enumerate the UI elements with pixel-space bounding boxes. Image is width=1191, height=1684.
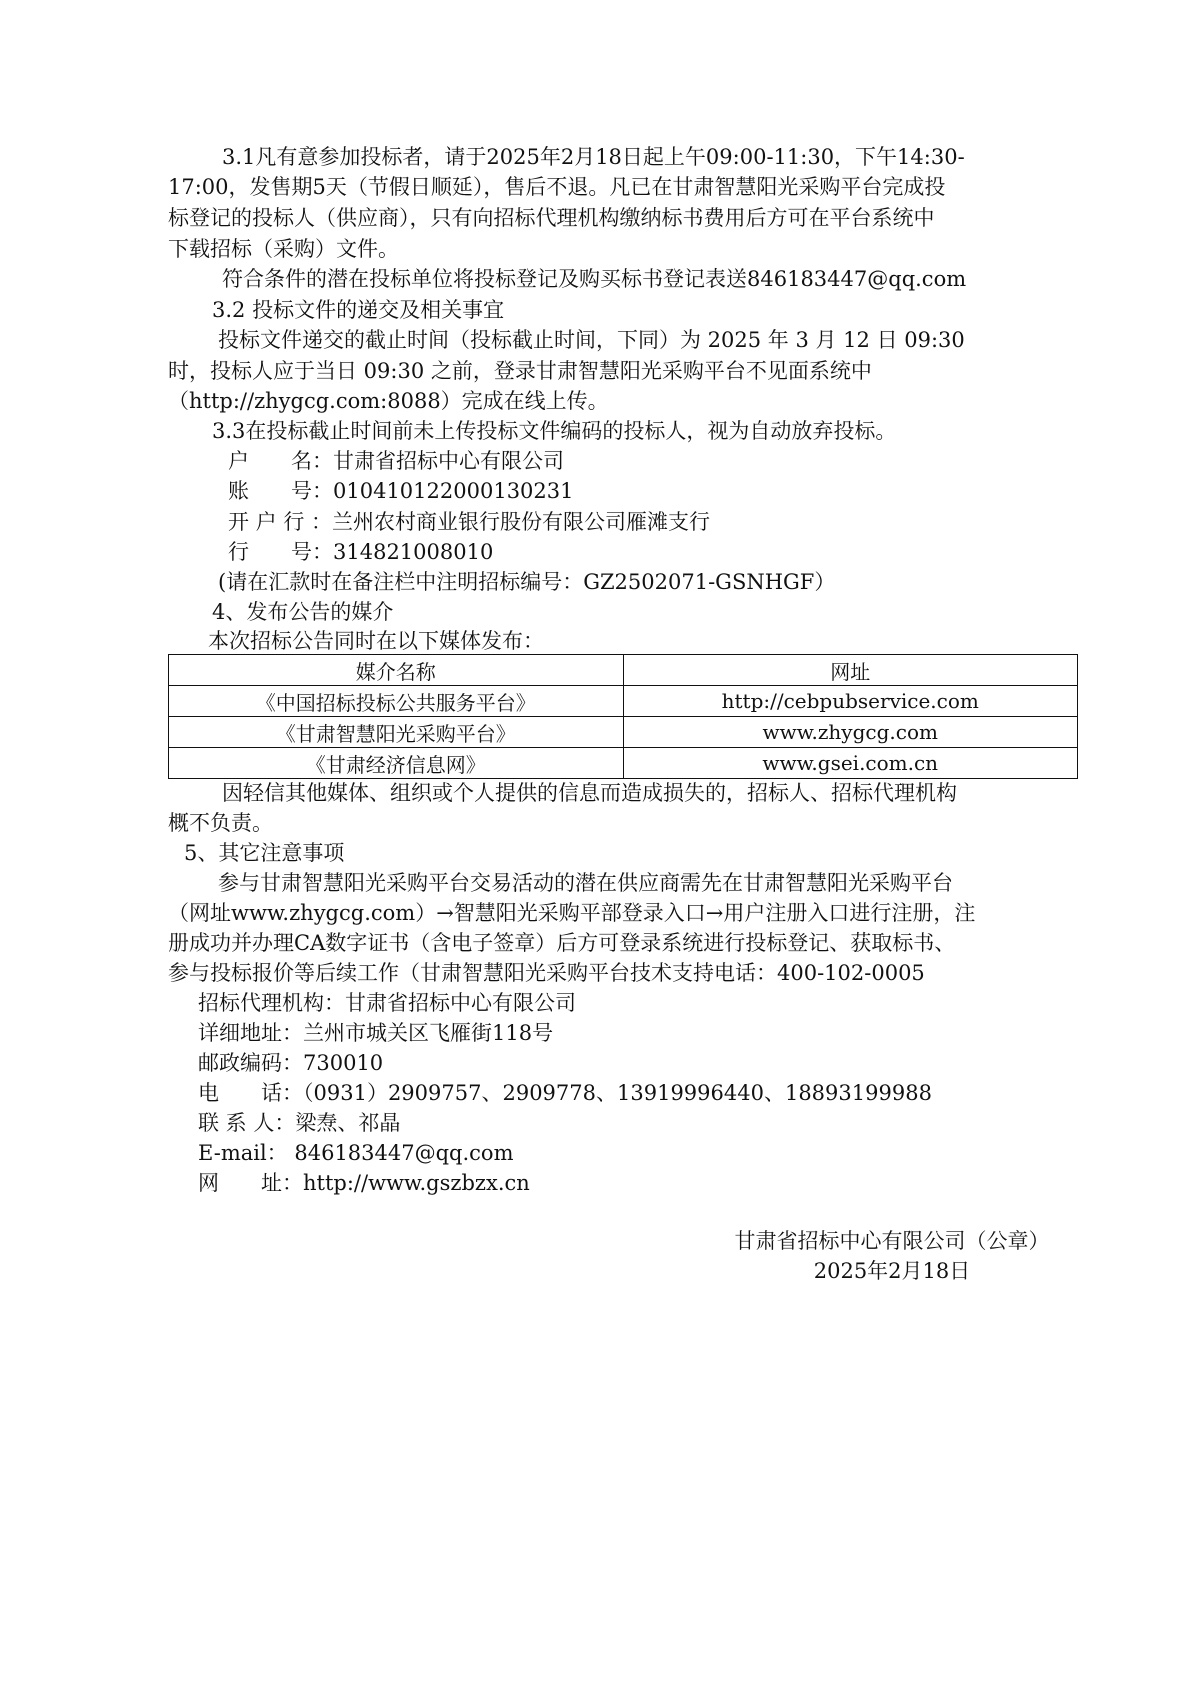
media-name: 《甘肃经济信息网》 (169, 748, 624, 779)
sec4-heading: 4、发布公告的媒介 (212, 600, 394, 624)
table-row (169, 748, 1078, 779)
sec31-line-2: 17:00，发售期5天（节假日顺延），售后不退。凡已在甘肃智慧阳光采购平台完成投 (168, 175, 946, 199)
contact-agency: 招标代理机构：甘肃省招标中心有限公司 (198, 991, 576, 1015)
contact-person: 联 系 人：梁焘、祁晶 (198, 1111, 401, 1135)
bank-note: (请在汇款时在备注栏中注明招标编号：GZ2502071-GSNHGF） (218, 570, 836, 594)
email-note: 符合条件的潜在投标单位将投标登记及购买标书登记表送846183447@qq.com (222, 267, 967, 291)
media-url: www.gsei.com.cn (623, 748, 1078, 779)
bank-name: 开 户 行 ：兰州农村商业银行股份有限公司雁滩支行 (228, 510, 711, 534)
signature-date: 2025年2月18日 (813, 1259, 971, 1283)
sec5-line-3: 册成功并办理CA数字证书（含电子签章）后方可登录系统进行投标登记、获取标书、 (168, 931, 956, 955)
disclaimer-line-1: 因轻信其他媒体、组织或个人提供的信息而造成损失的，招标人、招标代理机构 (222, 781, 957, 805)
sec5-line-4: 参与投标报价等后续工作（甘肃智慧阳光采购平台技术支持电话：400-102-0005 (168, 961, 925, 985)
contact-email: E-mail： 846183447@qq.com (198, 1141, 514, 1165)
contact-address: 详细地址：兰州市城关区飞雁街118号 (198, 1021, 554, 1045)
signature-org: 甘肃省招标中心有限公司（公章） (734, 1229, 1050, 1253)
media-name: 《甘肃智慧阳光采购平台》 (169, 717, 624, 748)
sec32-line-1: 投标文件递交的截止时间（投标截止时间，下同）为 2025 年 3 月 12 日 09:30 (218, 328, 965, 352)
contact-phone: 电 话：（0931）2909757、2909778、13919996440、18893199988 (198, 1081, 932, 1105)
media-url: http://cebpubservice.com (623, 686, 1078, 717)
sec32-heading: 3.2 投标文件的递交及相关事宜 (212, 298, 505, 322)
table-header-url: 网址 (623, 655, 1078, 686)
bank-account-no: 账 号：010410122000130231 (228, 479, 574, 503)
media-url: www.zhygcg.com (623, 717, 1078, 748)
sec31-line-3: 标登记的投标人（供应商），只有向招标代理机构缴纳标书费用后方可在平台系统中 (168, 206, 935, 230)
table-row (169, 717, 1078, 748)
media-name: 《中国招标投标公共服务平台》 (169, 686, 624, 717)
table-row (169, 686, 1078, 717)
sec31-line-4: 下载招标（采购）文件。 (168, 237, 399, 261)
disclaimer-line-2: 概不负责。 (168, 811, 273, 835)
sec4-intro: 本次招标公告同时在以下媒体发布： (208, 629, 544, 653)
table-header-media: 媒介名称 (169, 655, 624, 686)
contact-website: 网 址：http://www.gszbzx.cn (198, 1171, 530, 1195)
contact-postcode: 邮政编码：730010 (198, 1051, 384, 1075)
sec31-line-1: 3.1凡有意参加投标者，请于2025年2月18日起上午09:00-11:30，下午14:30- (222, 145, 965, 169)
sec5-heading: 5、其它注意事项 (184, 841, 345, 865)
bank-code: 行 号：314821008010 (228, 540, 494, 564)
sec32-line-3: （http://zhygcg.com:8088）完成在线上传。 (168, 389, 609, 413)
media-table (168, 654, 1078, 779)
sec33-text: 3.3在投标截止时间前未上传投标文件编码的投标人，视为自动放弃投标。 (212, 419, 897, 443)
sec5-line-2: （网址www.zhygcg.com）→智慧阳光采购平部登录入口→用户注册入口进行注册，注 (168, 901, 976, 925)
bank-account-name: 户 名：甘肃省招标中心有限公司 (228, 449, 564, 473)
sec5-line-1: 参与甘肃智慧阳光采购平台交易活动的潜在供应商需先在甘肃智慧阳光采购平台 (218, 871, 953, 895)
table-header-row (169, 655, 1078, 686)
sec32-line-2: 时，投标人应于当日 09:30 之前，登录甘肃智慧阳光采购平台不见面系统中 (168, 359, 872, 383)
